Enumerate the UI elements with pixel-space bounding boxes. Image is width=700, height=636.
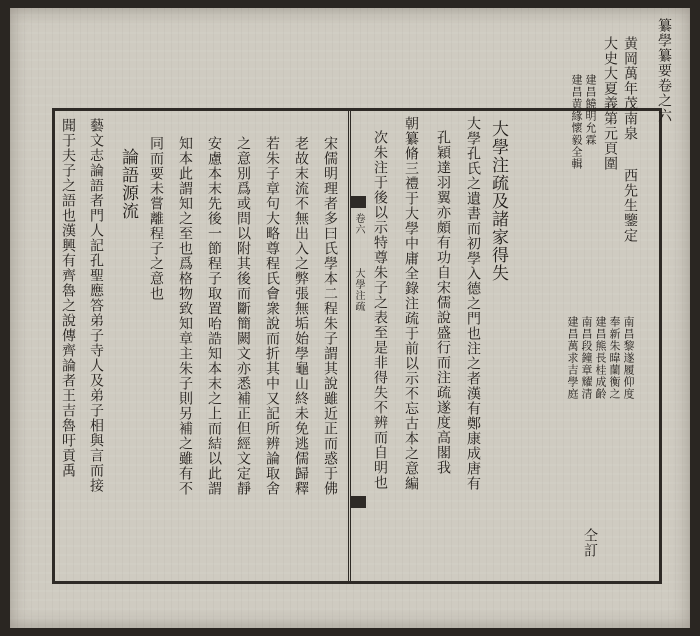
- editor-5: 建昌萬求吉學庭: [566, 316, 579, 400]
- fold-marker-top: [350, 196, 366, 208]
- fold-section-label: 大學注疏: [353, 268, 364, 312]
- body-right-line-3: 朝纂脩三禮于大學中庸全錄注疏于前以示不忘古本之意編: [403, 116, 419, 491]
- body-left-line-7: 同而要未嘗離程子之意也: [148, 136, 164, 301]
- section-title: 大學注疏及諸家得失: [488, 120, 508, 282]
- body-left-line-3: 若朱子章句大略尊程氏會衆說而折其中又記所辨論取舍: [264, 136, 280, 496]
- body-left-line-1: 宋儒明理者多曰氏學本二程朱子謂其說雖近正而惑于佛: [322, 136, 338, 496]
- body-left-line-6: 知本此謂知之至也爲格物致知章主朱子則另補之雖有不: [177, 136, 193, 496]
- body-right-line-2: 孔穎達羽翼亦頗有功自宋儒說盛行而注疏遂度高閣我: [435, 130, 451, 475]
- editor-4: 南昌段鐘章耀清: [580, 316, 593, 400]
- body-left-line-5: 安慮本末先後一節程子取置咍誥知本末之上而結以此謂: [206, 136, 222, 496]
- volume-heading: 纂學纂要卷之六: [656, 18, 672, 123]
- editor-3: 建昌熊長桂成齡: [594, 316, 607, 400]
- body-far-left-line-2: 聞于夫子之語也漢興有齊魯之說傳齊論者王吉魯吁貢禹: [60, 118, 76, 478]
- editor-1: 南昌黎遂履仰度: [622, 316, 635, 400]
- author-line-4: 建昌饒明允霖: [584, 74, 597, 146]
- author-line-2: 大史大夏義第元頁圍: [602, 36, 618, 171]
- subsection-title: 論語源流: [118, 148, 138, 220]
- editors-joint-mark: 仝訂: [582, 528, 598, 558]
- body-right-line-1: 大學孔氏之遺書而初學入德之門也注之者漢有鄭康成唐有: [465, 116, 481, 491]
- fold-volume-label: 卷六: [353, 213, 364, 235]
- body-left-line-4: 之意別爲或問以附其後而斷簡闕文亦悉補正但經文定靜: [235, 136, 251, 496]
- author-line-5: 建昌黄緣懷毅全輯: [570, 74, 583, 170]
- body-far-left-line-1: 藝文志論語者門人記孔聖應答弟子寺人及弟子相與言而接: [88, 118, 104, 493]
- author-line-3: 西先生鑒定: [622, 168, 638, 243]
- document-page: [10, 8, 690, 628]
- body-left-line-2: 老故末流不無出入之弊張無垢始學龜山終未免逃儒歸釋: [293, 136, 309, 496]
- author-line-1: 黄岡萬年茂南泉: [622, 36, 638, 141]
- body-right-line-4: 次朱注于後以示特尊朱子之表至是非得失不辨而自明也: [372, 130, 388, 490]
- editor-2: 奉新朱暐蘭衡之: [608, 316, 621, 400]
- fold-marker-bottom: [350, 496, 366, 508]
